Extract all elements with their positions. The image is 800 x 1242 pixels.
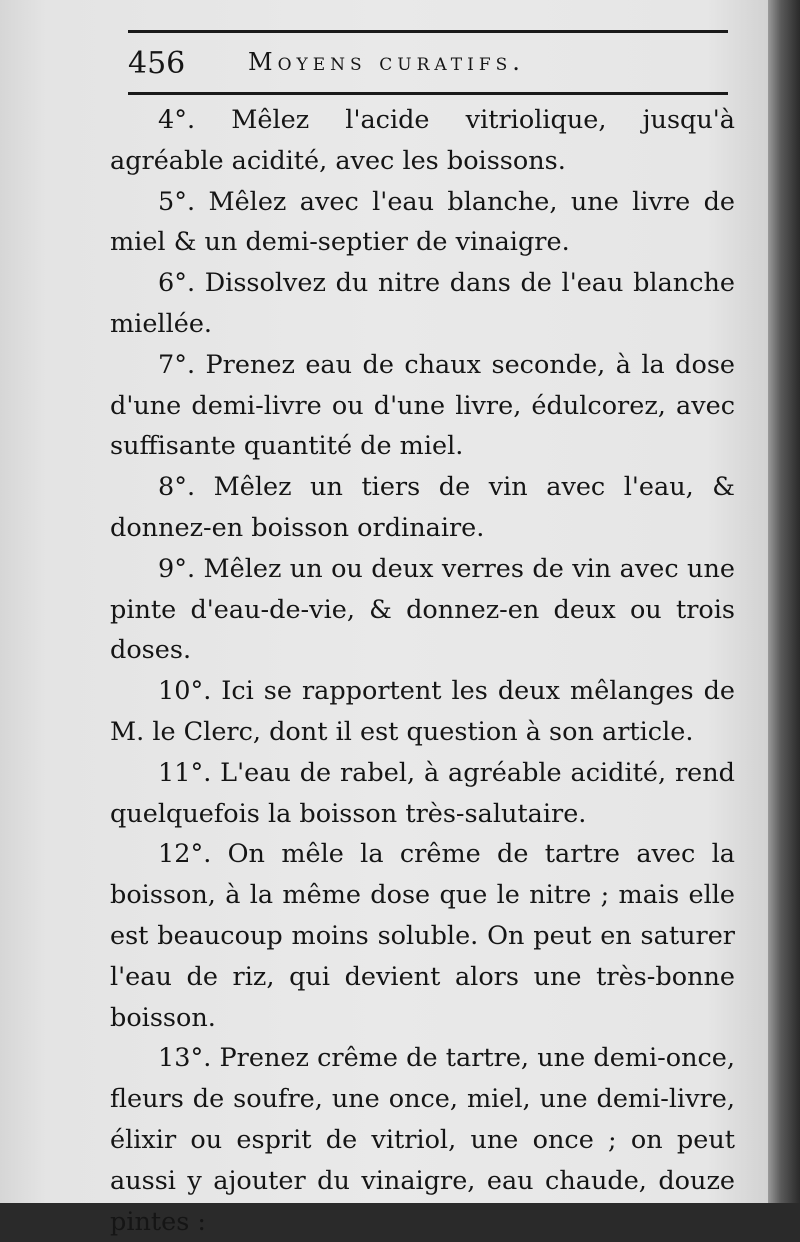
paragraph-5: 5°. Mêlez avec l'eau blanche, une livre de miel & un demi-septier de vinaigre. bbox=[110, 186, 735, 258]
paragraph-6: 6°. Dissolvez du nitre dans de l'eau blanche miellée. bbox=[110, 268, 735, 339]
paragraph-13: 13°. Prenez crême de tartre, une demi-once, fleurs de soufre, une once, miel, une demi-livre, élixir ou esprit de vitriol, une once ; on peut aussi y ajouter du vinaigre, eau chaude, douze pintes : bbox=[110, 1043, 735, 1237]
header-rule-top bbox=[128, 30, 728, 33]
running-title: Moyens curatifs. bbox=[248, 48, 525, 76]
paragraph-9: 9°. Mêlez un ou deux verres de vin avec une pinte d'eau-de-vie, & donnez-en deux ou trois doses. bbox=[110, 553, 735, 666]
running-head bbox=[128, 42, 728, 82]
paragraph-10: 10°. Ici se rapportent les deux mêlanges de M. le Clerc, dont il est question à son article. bbox=[110, 676, 735, 747]
page-edge-shadow bbox=[768, 0, 800, 1203]
paragraph-8: 8°. Mêlez un tiers de vin avec l'eau, & donnez-en boisson ordinaire. bbox=[110, 472, 735, 543]
paragraph-11: 11°. L'eau de rabel, à agréable acidité, rend quelquefois la boisson très-salutaire. bbox=[110, 757, 735, 829]
paragraph-7: 7°. Prenez eau de chaux seconde, à la dose d'une demi-livre ou d'une livre, édulcorez, avec suffisante quantité de miel. bbox=[110, 349, 735, 462]
body-text bbox=[110, 100, 735, 1242]
paragraph-12: 12°. On mêle la crême de tartre avec la boisson, à la même dose que le nitre ; mais elle est beaucoup moins soluble. On peut en saturer l'eau de riz, qui devient alors une très-bonne boisson. bbox=[110, 839, 735, 1033]
paragraph-4: 4°. Mêlez l'acide vitriolique, jusqu'à agréable acidité, avec les boissons. bbox=[110, 105, 735, 176]
page-number: 456 bbox=[128, 46, 186, 81]
header-rule-bottom bbox=[128, 92, 728, 95]
